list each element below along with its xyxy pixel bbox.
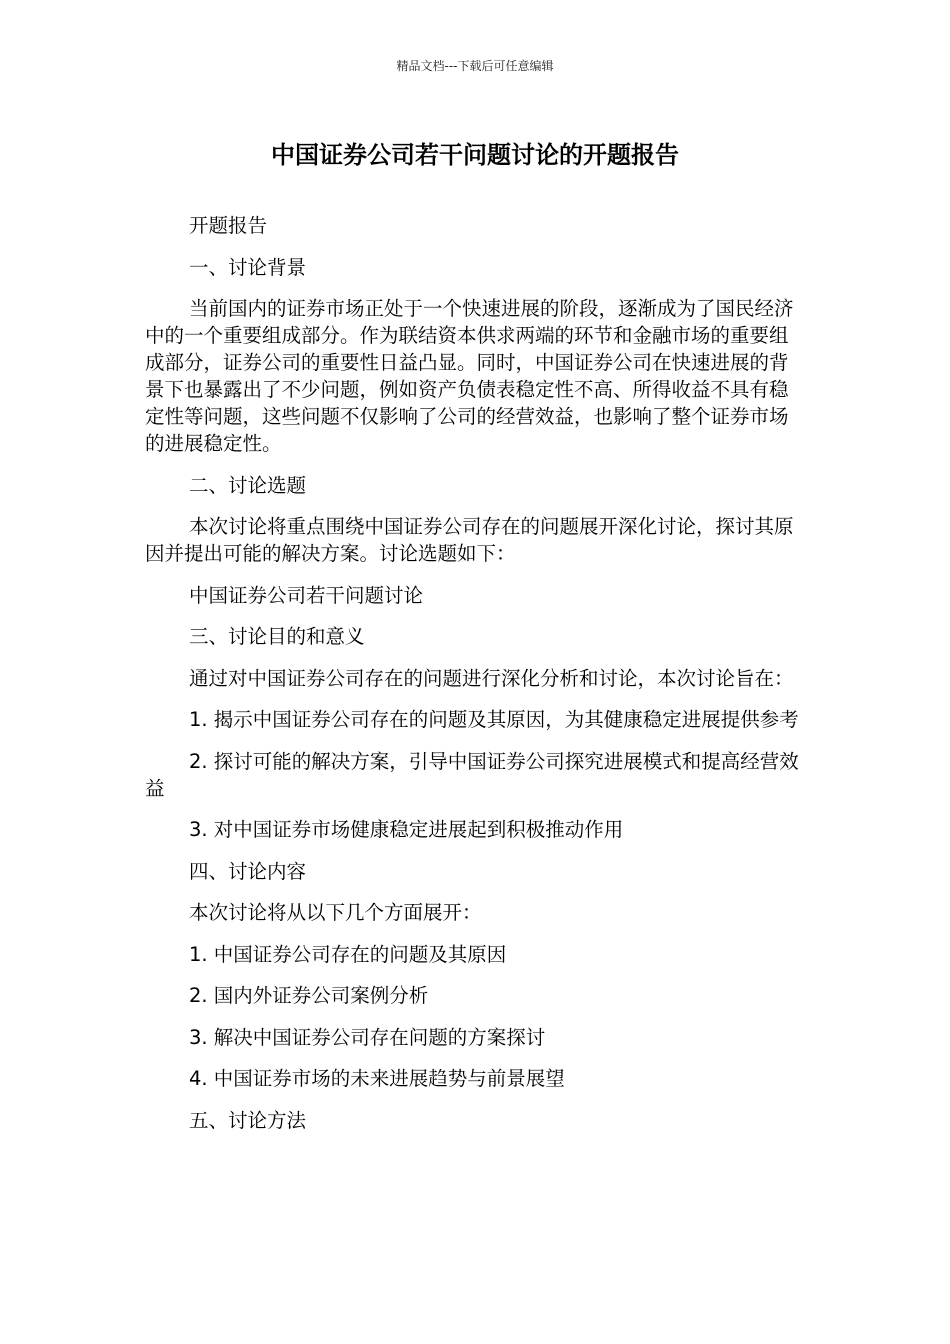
heading-topic: 二、讨论选题 (189, 473, 307, 497)
list-item-content-2: 2. 国内外证券公司案例分析 (189, 984, 429, 1007)
paragraph-report-label: 开题报告 (189, 214, 268, 237)
list-item-purpose-3: 3. 对中国证券市场健康稳定进展起到积极推动作用 (189, 818, 624, 841)
heading-background: 一、讨论背景 (189, 255, 307, 279)
list-item-purpose-1: 1. 揭示中国证券公司存在的问题及其原因，为其健康稳定进展提供参考 (189, 708, 799, 731)
list-item-content-4: 4. 中国证券市场的未来进展趋势与前景展望 (189, 1067, 565, 1090)
paragraph-topic-name: 中国证券公司若干问题讨论 (189, 583, 424, 607)
document-body (145, 212, 800, 1148)
document-title: 中国证券公司若干问题讨论的开题报告 (271, 141, 679, 169)
page-header: 精品文档---下载后可任意编辑 (396, 59, 554, 73)
heading-method: 五、讨论方法 (189, 1108, 307, 1132)
list-item-content-3: 3. 解决中国证券公司存在问题的方案探讨 (189, 1025, 546, 1049)
paragraph-topic: 本次讨论将重点围绕中国证券公司存在的问题展开深化讨论，探讨其原因并提出可能的解决方案。讨论选题如下： (145, 515, 794, 565)
heading-content: 四、讨论内容 (189, 859, 307, 883)
paragraph-purpose: 通过对中国证券公司存在的问题进行深化分析和讨论，本次讨论旨在： (189, 666, 794, 690)
list-item-content-1: 1. 中国证券公司存在的问题及其原因 (189, 942, 507, 966)
heading-purpose: 三、讨论目的和意义 (189, 625, 365, 648)
paragraph-content: 本次讨论将从以下几个方面展开： (189, 901, 482, 924)
paragraph-background: 当前国内的证券市场正处于一个快速进展的阶段，逐渐成为了国民经济中的一个重要组成部分。作为联结资本供求两端的环节和金融市场的重要组成部分，证券公司的重要性日益凸显。同时，中国证券公司在快速进展的背景下也暴露出了不少问题，例如资产负债表稳定性不高、所得收益不具有稳定性等问题，这些问题不仅影响了公司的经营效益，也影响了整个证券市场的进展稳定性。 (145, 297, 794, 455)
list-item-purpose-2: 2. 探讨可能的解决方案，引导中国证券公司探究进展模式和提高经营效益 (145, 749, 799, 800)
